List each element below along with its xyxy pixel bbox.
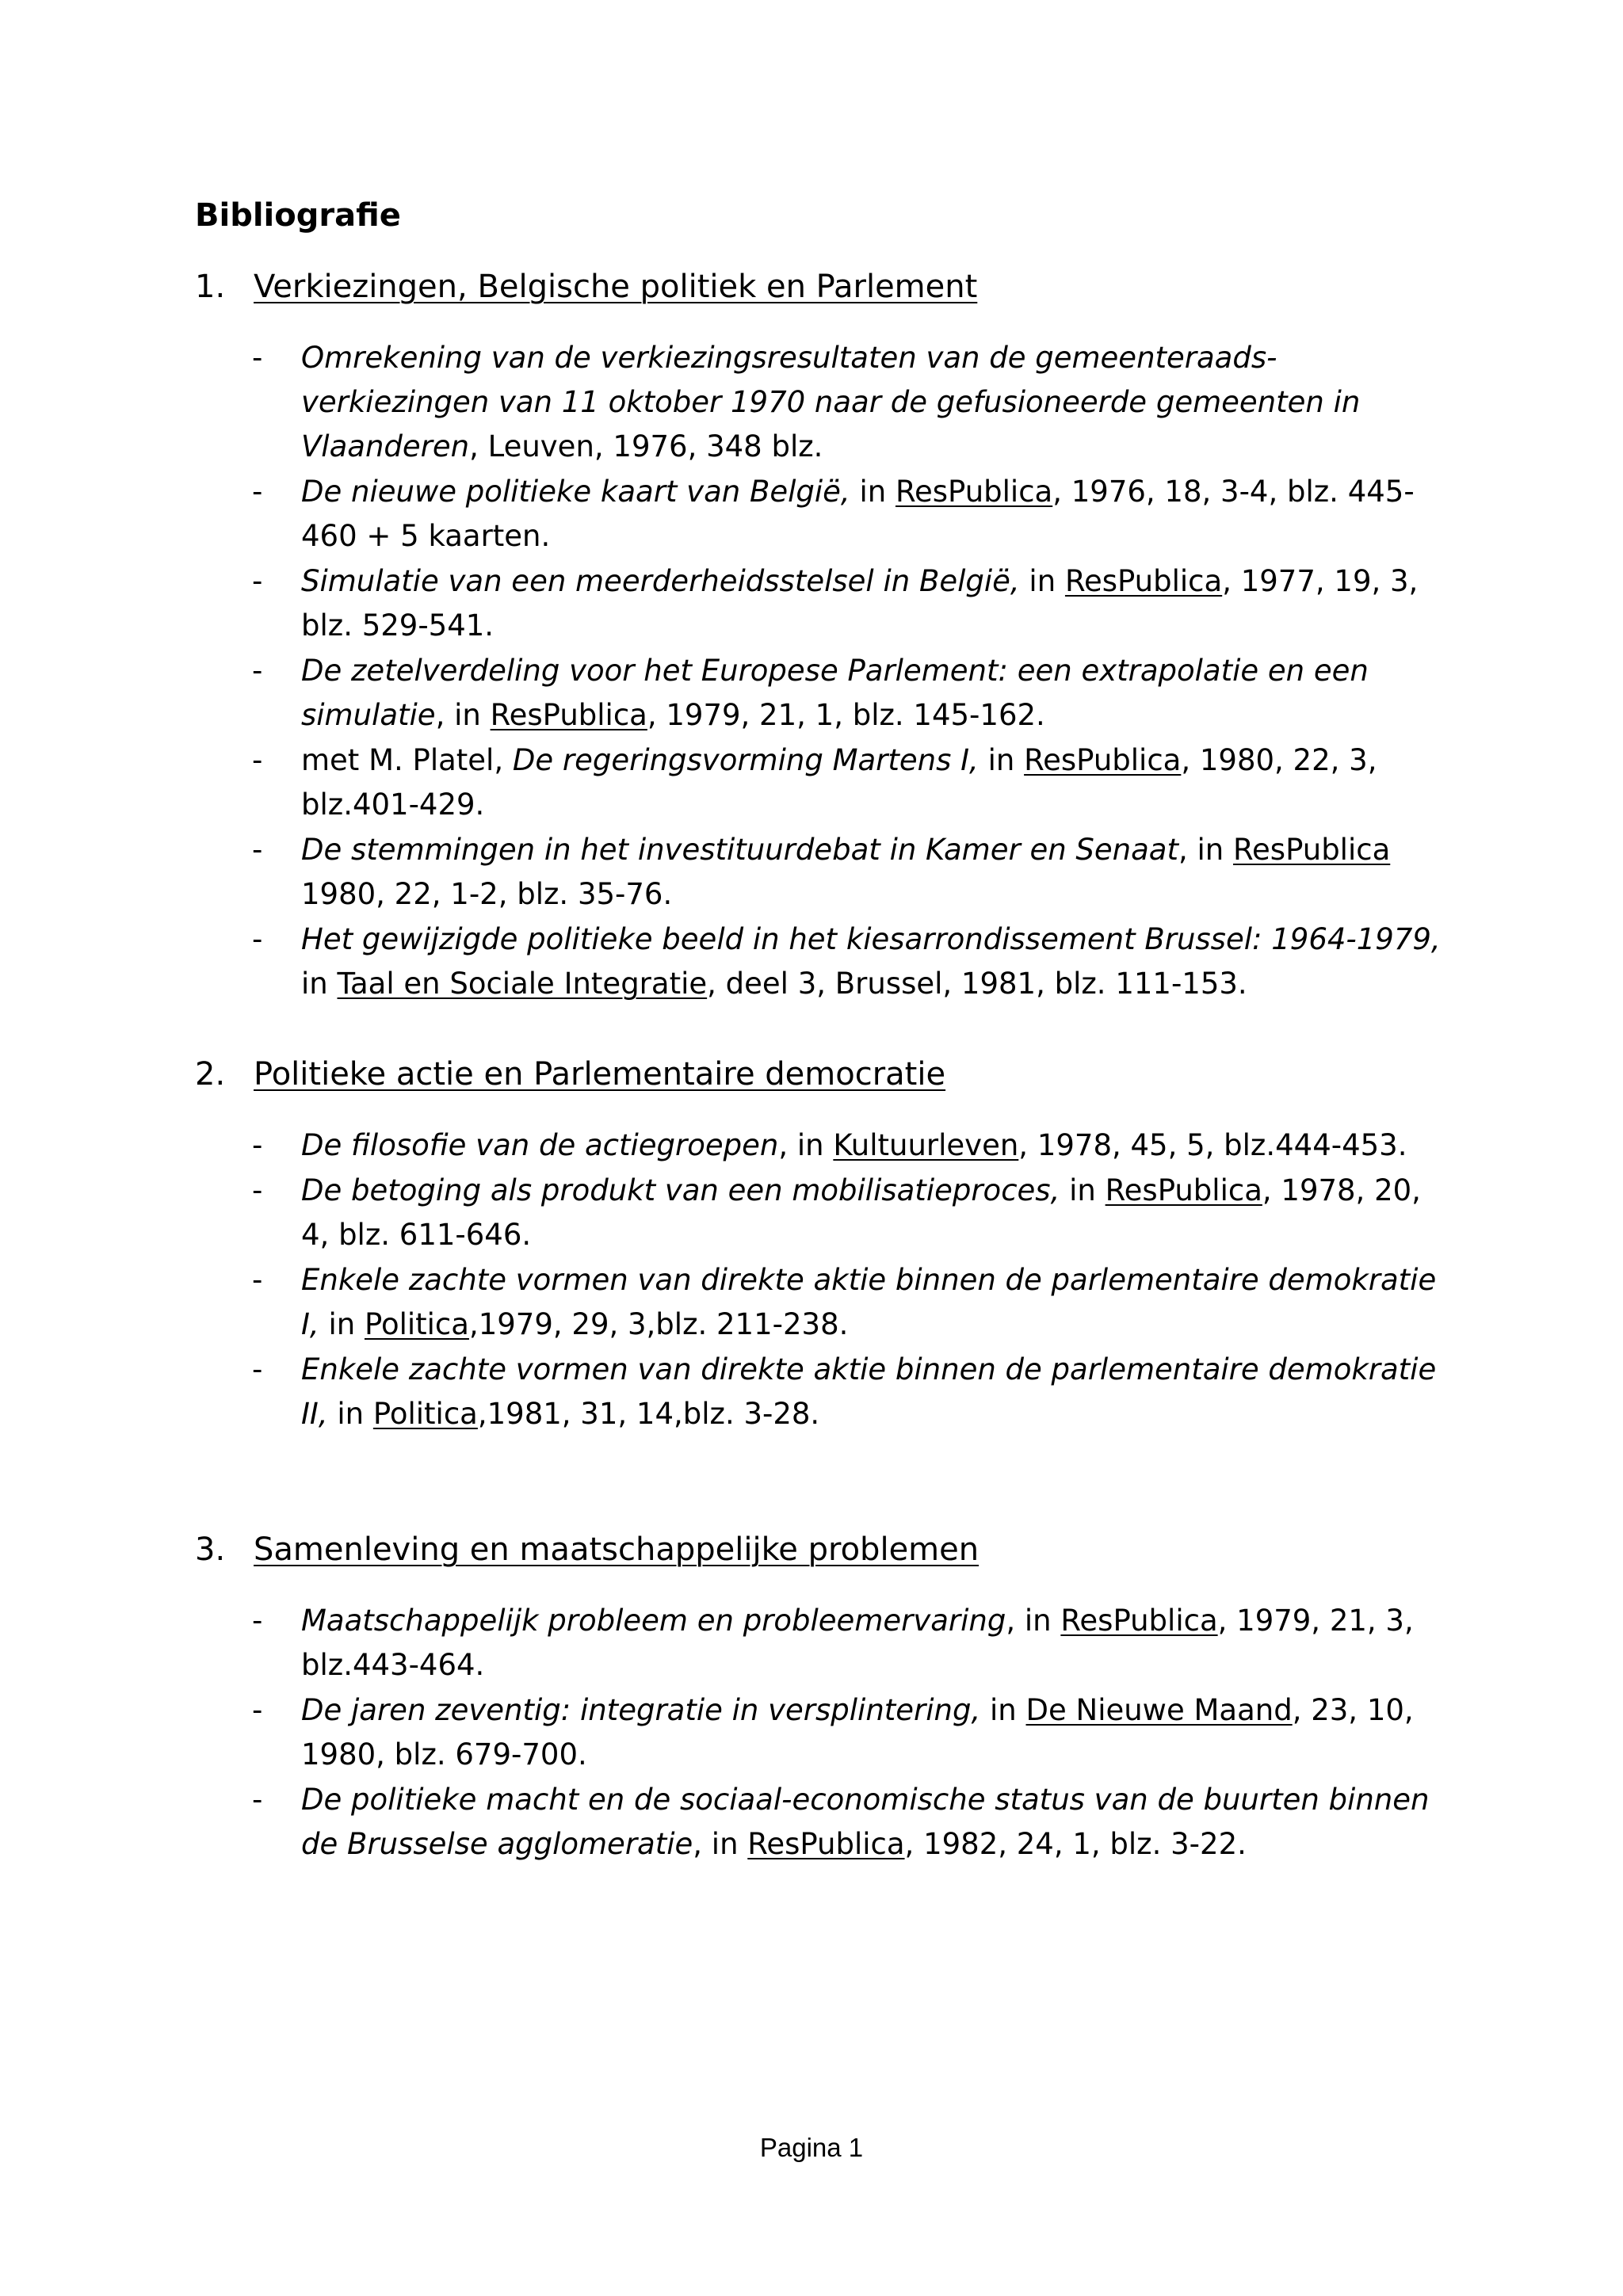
entry-text [301, 1599, 1450, 1688]
citation-details: met M. Platel, [301, 743, 513, 777]
citation-details: 1980, 22, 1-2, blz. 35-76. [301, 877, 673, 911]
dash-bullet: - [252, 922, 263, 956]
entry-text [301, 1123, 1450, 1168]
bibliography-entry [195, 1169, 1447, 1257]
section-society [195, 1529, 1447, 1867]
publication-name: Kultuurleven [833, 1128, 1019, 1162]
bibliography-entry [195, 738, 1447, 827]
citation-details: in [978, 743, 1025, 777]
citation-details: , 1979, 21, 3, blz.443-464. [301, 1604, 1414, 1682]
section-heading [195, 266, 1447, 307]
entry-text [301, 559, 1450, 648]
bibliography-entry [195, 1778, 1447, 1867]
section-number: 1. [195, 269, 226, 305]
publication-name: ResPublica [1060, 1604, 1218, 1638]
work-title: Het gewijzigde politieke beeld in het kiesarrondissement Brussel: 1964-1979, [301, 922, 1441, 956]
bibliography-entry [195, 828, 1447, 917]
dash-bullet: - [252, 654, 263, 688]
citation-details: , 1976, 18, 3-4, blz. 445-460 + 5 kaarten. [301, 475, 1415, 553]
citation-details: , 1978, 45, 5, blz.444-453. [1018, 1128, 1407, 1162]
publication-name: Politica [364, 1307, 469, 1341]
entry-text [301, 917, 1450, 1006]
citation-details: , deel 3, Brussel, 1981, blz. 111-153. [707, 967, 1247, 1001]
publication-name: ResPublica [895, 475, 1053, 509]
entry-text [301, 1778, 1450, 1867]
citation-details: , in [778, 1128, 834, 1162]
work-title: De regeringsvorming Martens I, [512, 743, 979, 777]
dash-bullet: - [252, 743, 263, 777]
entry-list [195, 336, 1447, 1006]
publication-name: ResPublica [1024, 743, 1182, 777]
section-title: Verkiezingen, Belgische politiek en Parlement [254, 269, 978, 305]
citation-details: , 1980, 22, 3, blz.401-429. [301, 743, 1377, 822]
publication-name: ResPublica [1064, 564, 1223, 598]
citation-details: , 23, 10, 1980, blz. 679-700. [301, 1693, 1414, 1772]
entry-text [301, 1258, 1450, 1347]
citation-details: , 1982, 24, 1, blz. 3-22. [904, 1827, 1247, 1861]
bibliography-entry [195, 1688, 1447, 1777]
entry-text [301, 470, 1450, 559]
entry-list [195, 1599, 1447, 1867]
citation-details: , 1978, 20, 4, blz. 611-646. [301, 1173, 1421, 1252]
entry-text [301, 828, 1450, 917]
bibliography-entry [195, 1348, 1447, 1436]
work-title: Omrekening van de verkiezingsresultaten van de gemeenteraads-verkiezingen van 11 oktober 1970 naar de gefusioneerde gemeenten in Vlaanderen [301, 341, 1361, 463]
citation-details: in [301, 967, 338, 1001]
publication-name: Taal en Sociale Integratie [337, 967, 708, 1001]
entry-text [301, 1348, 1450, 1436]
dash-bullet: - [252, 1128, 263, 1162]
work-title: Simulatie van een meerderheidsstelsel in België, [301, 564, 1020, 598]
dash-bullet: - [252, 1783, 263, 1817]
dash-bullet: - [252, 1693, 263, 1727]
bibliography-entry [195, 559, 1447, 648]
dash-bullet: - [252, 833, 263, 867]
work-title: Maatschappelijk probleem en probleemervaring [301, 1604, 1006, 1638]
citation-details: in [980, 1693, 1026, 1727]
publication-name: ResPublica [490, 698, 647, 732]
citation-details: in [1019, 564, 1065, 598]
work-title: De jaren zeventig: integratie in versplintering, [301, 1693, 981, 1727]
work-title: De filosofie van de actiegroepen [301, 1128, 779, 1162]
publication-name: ResPublica [747, 1827, 905, 1861]
citation-details: , in [435, 698, 491, 732]
section-title: Politieke actie en Parlementaire democratie [254, 1056, 946, 1093]
section-number: 2. [195, 1056, 226, 1093]
citation-details: ,1979, 29, 3,blz. 211-238. [468, 1307, 849, 1341]
citation-details: , 1977, 19, 3, blz. 529-541. [301, 564, 1419, 643]
page-title: Bibliografie [195, 197, 401, 234]
publication-name: ResPublica [1233, 833, 1391, 867]
work-title: De politieke macht en de sociaal-economische status van de buurten binnen de Brusselse agglomeratie [301, 1783, 1430, 1861]
work-title: De zetelverdeling voor het Europese Parlement: een extrapolatie en een simulatie [301, 654, 1369, 732]
citation-details: in [1060, 1173, 1106, 1207]
section-heading [195, 1529, 1447, 1570]
citation-details: , 1979, 21, 1, blz. 145-162. [647, 698, 1045, 732]
citation-details: in [850, 475, 896, 509]
entry-text [301, 1169, 1450, 1257]
work-title: Enkele zachte vormen van direkte aktie binnen de parlementaire demokratie II, [301, 1352, 1437, 1431]
citation-details: , Leuven, 1976, 348 blz. [469, 429, 823, 463]
citation-details: , in [1178, 833, 1233, 867]
work-title: De stemmingen in het investituurdebat in Kamer en Senaat [301, 833, 1178, 867]
bibliography-entry [195, 336, 1447, 469]
entry-text [301, 336, 1450, 469]
entry-text [301, 649, 1450, 738]
dash-bullet: - [252, 1604, 263, 1638]
section-heading [195, 1054, 1447, 1095]
work-title: De betoging als produkt van een mobilisatieproces, [301, 1173, 1060, 1207]
dash-bullet: - [252, 1173, 263, 1207]
dash-bullet: - [252, 475, 263, 509]
section-political-action [195, 1054, 1447, 1437]
bibliography-entry [195, 917, 1447, 1006]
bibliography-entry [195, 470, 1447, 559]
publication-name: Politica [372, 1397, 478, 1431]
publication-name: De Nieuwe Maand [1025, 1693, 1293, 1727]
citation-details: , in [693, 1827, 748, 1861]
citation-details: , in [1006, 1604, 1061, 1638]
citation-details: in [327, 1397, 373, 1431]
work-title: Enkele zachte vormen van direkte aktie binnen de parlementaire demokratie I, [301, 1263, 1437, 1341]
work-title: De nieuwe politieke kaart van België, [301, 475, 850, 509]
citation-details: ,1981, 31, 14,blz. 3-28. [477, 1397, 820, 1431]
dash-bullet: - [252, 1263, 263, 1297]
citation-details: in [319, 1307, 365, 1341]
dash-bullet: - [252, 341, 263, 375]
publication-name: ResPublica [1105, 1173, 1262, 1207]
entry-text [301, 1688, 1450, 1777]
entry-list [195, 1123, 1447, 1436]
dash-bullet: - [252, 1352, 263, 1386]
bibliography-entry [195, 1258, 1447, 1347]
section-elections [195, 266, 1447, 1007]
section-title: Samenleving en maatschappelijke problemen [254, 1531, 980, 1568]
page-footer: Pagina 1 [759, 2133, 864, 2162]
bibliography-entry [195, 649, 1447, 738]
bibliography-entry [195, 1599, 1447, 1688]
bibliography-entry [195, 1123, 1447, 1168]
entry-text [301, 738, 1450, 827]
dash-bullet: - [252, 564, 263, 598]
section-number: 3. [195, 1531, 226, 1568]
